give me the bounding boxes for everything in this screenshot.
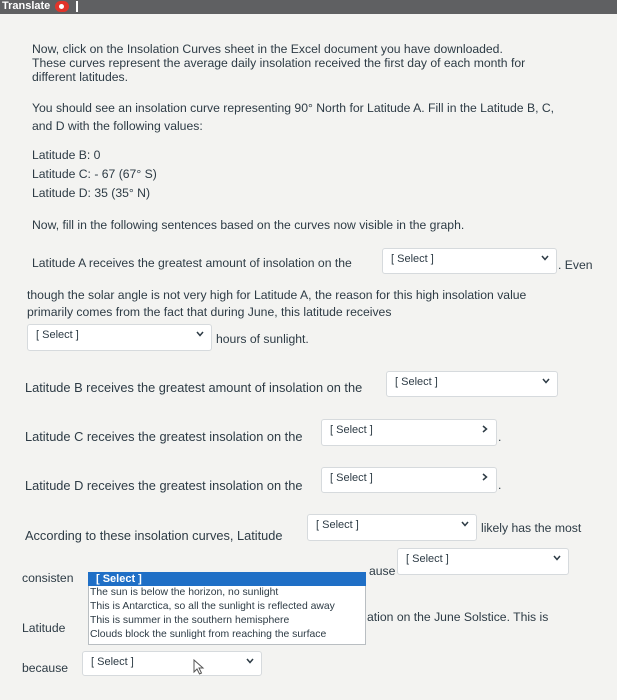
chevron-down-icon xyxy=(245,656,255,666)
record-icon[interactable] xyxy=(55,1,69,12)
chevron-down-icon xyxy=(480,472,490,482)
chevron-down-icon xyxy=(552,553,562,563)
intro-line-1: Now, click on the Insolation Curves sheet in the Excel document you have downloaded. xyxy=(32,42,503,56)
q5-line-3-start: Latitude xyxy=(22,621,66,635)
q1-select-label: [ Select ] xyxy=(391,253,434,265)
q3-select[interactable] xyxy=(321,419,497,446)
chevron-down-icon xyxy=(540,253,550,263)
dropdown-option[interactable]: This is Antarctica, so all the sunlight is reflected away xyxy=(90,601,335,612)
q5-line-4-start: because xyxy=(22,661,69,675)
q1-line-2: though the solar angle is not very high for Latitude A, the reason for this high insolation value xyxy=(27,288,527,302)
q1-after: . Even xyxy=(558,258,593,272)
q5-select[interactable] xyxy=(307,514,477,541)
q4-text: Latitude D receives the greatest insolation on the xyxy=(25,478,303,493)
dropdown-highlighted-label: [ Select ] xyxy=(96,573,142,585)
pause-icon[interactable] xyxy=(76,1,78,12)
q3-after: . xyxy=(498,430,502,444)
q1-hours-select-label: [ Select ] xyxy=(36,329,79,341)
q3-text: Latitude C receives the greatest insolation on the xyxy=(25,429,303,444)
q2-select-label: [ Select ] xyxy=(395,376,438,388)
q5-select-2-label: [ Select ] xyxy=(406,553,449,565)
intro-line-2: These curves represent the average daily insolation received the first day of each month for xyxy=(32,56,526,70)
q1-after-2: hours of sunlight. xyxy=(216,332,309,346)
chevron-down-icon xyxy=(480,424,490,434)
chevron-down-icon xyxy=(460,519,470,529)
q5-select-label: [ Select ] xyxy=(316,519,359,531)
q5-select-3[interactable] xyxy=(82,651,262,676)
dropdown-option[interactable]: Clouds block the sunlight from reaching the surface xyxy=(90,629,327,640)
q5-text: According to these insolation curves, Latitude xyxy=(25,528,283,543)
intro-line-3: different latitudes. xyxy=(32,70,128,84)
q2-text: Latitude B receives the greatest amount of insolation on the xyxy=(25,380,363,395)
dropdown-option[interactable]: This is summer in the southern hemisphere xyxy=(90,615,290,626)
q5-line-2-cause: ause xyxy=(369,564,396,578)
fill-prompt: Now, fill in the following sentences based on the curves now visible in the graph. xyxy=(32,218,465,232)
instruction-line-2: and D with the following values: xyxy=(32,119,203,133)
chevron-down-icon xyxy=(195,329,205,339)
latitude-c-value: Latitude C: - 67 (67° S) xyxy=(32,167,157,181)
instruction-line-1: You should see an insolation curve representing 90° North for Latitude A. Fill in the Latitude B, C, xyxy=(32,101,555,115)
q5-line-2-start: consisten xyxy=(22,571,74,585)
q1-text: Latitude A receives the greatest amount of insolation on the xyxy=(32,256,352,270)
q4-after: . xyxy=(498,478,502,492)
q1-line-3: primarily comes from the fact that during June, this latitude receives xyxy=(27,305,392,319)
q5-select-2[interactable] xyxy=(397,548,569,575)
q5-line-3-end: ation on the June Solstice. This is xyxy=(367,610,549,624)
chevron-down-icon xyxy=(541,376,551,386)
q2-select[interactable] xyxy=(386,371,558,397)
q1-hours-select[interactable] xyxy=(27,324,212,351)
q4-select-label: [ Select ] xyxy=(330,472,373,484)
dropdown-option[interactable]: The sun is below the horizon, no sunlight xyxy=(90,587,279,598)
latitude-d-value: Latitude D: 35 (35° N) xyxy=(32,186,151,200)
q3-select-label: [ Select ] xyxy=(330,424,373,436)
translate-button[interactable]: Translate xyxy=(2,0,51,12)
top-bar xyxy=(0,0,617,14)
latitude-b-value: Latitude B: 0 xyxy=(32,148,101,162)
q5-after: likely has the most xyxy=(481,521,582,535)
q5-select-3-label: [ Select ] xyxy=(91,656,134,668)
mouse-cursor-icon xyxy=(193,659,205,675)
q4-select[interactable] xyxy=(321,467,497,493)
q1-select[interactable] xyxy=(382,248,557,274)
